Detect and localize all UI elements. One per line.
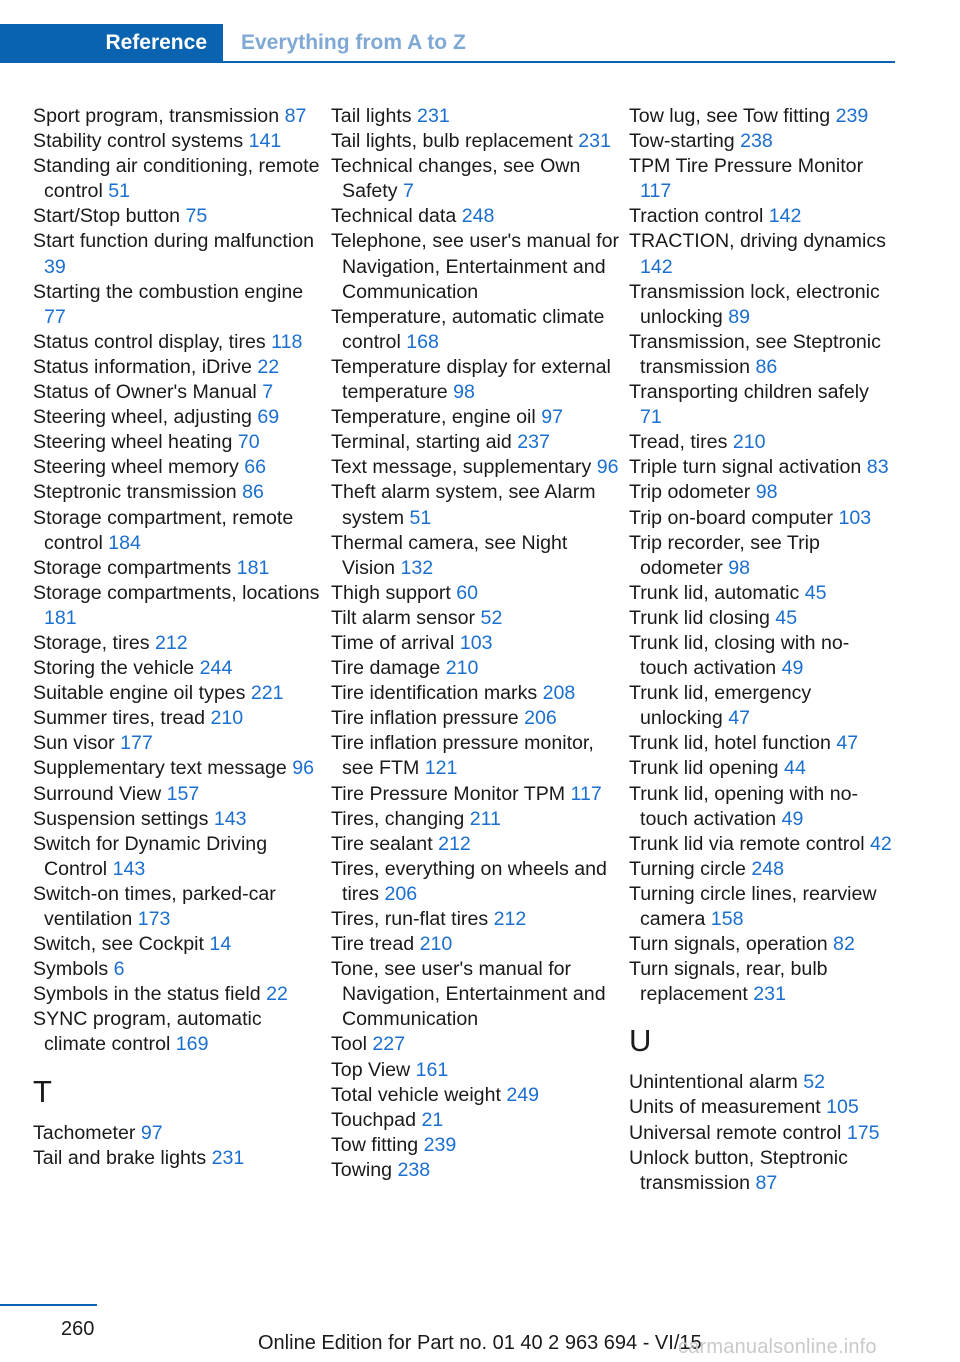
page-link[interactable]: 51 [108,180,131,203]
index-entry [33,455,323,480]
page-link[interactable]: 70 [237,431,260,454]
page-link[interactable]: 51 [409,506,432,529]
page-link[interactable]: 49 [781,657,804,680]
index-entry-term: Total vehicle weight [331,1083,501,1106]
page-number: 260 [61,1318,95,1340]
index-entry [629,531,895,581]
index-entry [33,1007,323,1057]
page-link[interactable]: 96 [596,456,619,479]
page-link[interactable]: 231 [753,983,786,1006]
index-entry [331,807,621,832]
index-entry [629,857,895,882]
index-entry [331,129,621,154]
index-entry [331,907,621,932]
page-link[interactable]: 97 [541,406,564,429]
page-link[interactable]: 221 [250,682,284,705]
index-entry-term: Text message, supplementary [331,456,592,479]
index-entry-term: Triple turn signal activation [629,456,862,479]
index-entry [33,807,323,832]
index-entry [33,882,323,932]
index-entry [629,455,895,480]
index-entry [629,229,895,279]
index-entry-term: Technical data [331,205,457,228]
index-entry [331,204,621,229]
index-entry [629,1070,895,1095]
index-entry [629,1095,895,1120]
index-entry-term: Technical changes, see Own Safety [331,155,581,203]
page-link[interactable]: 103 [838,506,872,529]
page-link[interactable]: 86 [242,481,264,504]
page-link[interactable]: 121 [424,757,458,780]
index-entry-term: Universal remote control [629,1121,842,1144]
index-entry [629,581,895,606]
index-entry [33,480,323,505]
index-entry-term: Towing [331,1158,392,1181]
index-entry [629,932,895,957]
index-column-2 [331,104,621,1183]
index-entry [33,731,323,756]
index-entry-term: Storage compartment, remote control [33,506,294,554]
page-link[interactable]: 168 [406,330,439,353]
page-link[interactable]: 82 [833,933,855,956]
index-entry-term: Stability control systems [33,130,244,153]
index-entry-term: Units of measurement [629,1096,821,1119]
index-entry-term: Turn signals, rear, bulb replacement [629,958,828,1006]
index-entry-term: Time of arrival [331,631,455,654]
index-entry [629,430,895,455]
index-entry-term: Storage compartments [33,556,232,579]
index-entry-term: Tone, see user's manual for Navigation, Entertainment and Communication [331,958,606,1031]
index-entry-term: Tail lights, bulb replacement [331,130,573,153]
index-entry [331,229,621,304]
index-entry-term: Trip odometer [629,481,751,504]
page-link[interactable]: 60 [456,581,479,604]
index-entry [331,1108,621,1133]
page-link[interactable]: 231 [211,1146,245,1169]
page-link[interactable]: 177 [120,732,153,755]
page-link[interactable]: 52 [803,1071,826,1094]
index-entry-term: Tire inflation pressure monitor, see FTM [331,732,594,780]
page-link[interactable]: 47 [728,707,751,730]
page-link[interactable]: 206 [384,882,418,905]
index-entry [629,330,895,380]
index-entry [629,957,895,1007]
page-link[interactable]: 89 [728,305,751,328]
page-link[interactable]: 75 [185,205,208,228]
index-entry [629,631,895,681]
index-entry [33,932,323,957]
page-link[interactable]: 71 [640,406,662,429]
index-entry-term: Tilt alarm sensor [331,606,476,629]
index-entry [331,305,621,355]
page-link[interactable]: 117 [570,782,602,805]
index-entry [33,656,323,681]
page-link[interactable]: 39 [44,255,66,278]
chapter-tab: Everything from A to Z [241,30,466,54]
page-link[interactable]: 158 [710,908,744,930]
index-entry-term: Temperature, automatic climate control [331,305,605,353]
page-link[interactable]: 249 [506,1083,540,1106]
index-entry [331,782,621,807]
index-entry-term: Trunk lid closing [629,606,770,629]
index-entry [33,581,323,631]
index-entry-term: Tire identification marks [331,682,538,705]
index-entry-term: Theft alarm system, see Alarm system [331,481,596,529]
index-entry [331,706,621,731]
index-entry-term: Tires, run-flat tires [331,908,489,930]
index-entry-term: Trunk lid, opening with no-touch activation [629,782,859,830]
page-link[interactable]: 87 [284,105,307,127]
page-link[interactable]: 210 [732,431,766,454]
index-entry [331,531,621,581]
index-entry [331,1158,621,1183]
page-link[interactable]: 42 [870,832,892,855]
index-entry-term: Turning circle [629,857,746,880]
page-link[interactable]: 44 [784,757,806,780]
index-entry [33,380,323,405]
watermark: carmanualsonline.info [678,1336,877,1358]
index-entry [33,756,323,781]
index-entry [33,430,323,455]
index-entry-term: TPM Tire Pressure Monitor [629,155,864,178]
index-entry [629,731,895,756]
index-entry [331,857,621,907]
page-link[interactable]: 238 [397,1158,431,1181]
index-entry [331,355,621,405]
index-entry-term: Top View [331,1058,411,1081]
page-link[interactable]: 208 [542,682,576,705]
page-link[interactable]: 7 [262,381,274,404]
index-entry [331,957,621,1032]
footer-rule [0,1304,97,1306]
page-link[interactable]: 118 [271,330,303,353]
index-entry [331,1032,621,1057]
index-entry-term: Tow fitting [331,1133,419,1156]
index-entry [331,480,621,530]
page-link[interactable]: 244 [199,657,233,680]
index-entry [331,1058,621,1083]
index-entry [331,631,621,656]
index-entry-term: Sport program, transmission [33,105,280,127]
index-entry-term: Tow-starting [629,130,735,153]
index-entry-term: Thermal camera, see Night Vision [331,531,568,579]
index-entry [33,556,323,581]
index-entry-term: Tire damage [331,657,441,680]
index-entry [331,405,621,430]
index-entry-term: Tool [331,1033,367,1056]
index-entry [331,606,621,631]
index-entry [331,455,621,480]
page-link[interactable]: 97 [140,1121,163,1144]
index-entry [33,1121,323,1146]
index-entry [629,506,895,531]
index-entry-term: Transporting children safely [629,381,869,404]
index-entry-term: Transmission lock, electronic unlocking [629,280,880,328]
index-entry [331,581,621,606]
index-entry-term: Tail and brake lights [33,1146,207,1169]
page-link[interactable]: 142 [640,255,673,278]
page-link[interactable]: 86 [755,355,778,378]
index-entry [629,380,895,430]
index-entry-term: Storage compartments, locations [33,581,320,604]
index-entry-term: Unintentional alarm [629,1071,798,1094]
index-entry-term: Tow lug, see Tow fitting [629,105,831,127]
page-link[interactable]: 181 [236,556,270,579]
index-entry [33,681,323,706]
index-entry [629,681,895,731]
index-entry-term: Telephone, see user's manual for Navigation, Entertainment and Communication [331,230,620,303]
page-link[interactable]: 175 [846,1121,880,1144]
index-entry-term: Storing the vehicle [33,657,195,680]
page-link[interactable]: 103 [459,631,493,654]
index-entry-term: Trip recorder, see Trip odometer [629,531,820,579]
index-entry-term: Tires, everything on wheels and tires [331,857,607,905]
index-entry-term: Transmission, see Steptronic transmission [629,330,881,378]
index-entry [33,280,323,330]
index-entry [33,104,323,129]
index-entry-term: Trunk lid via remote control [629,832,865,855]
index-entry [33,982,323,1007]
index-entry [33,229,323,279]
index-entry-term: Switch-on times, parked-car ventilation [33,882,276,930]
index-entry [33,129,323,154]
index-entry-term: Steering wheel, adjusting [33,406,252,429]
index-entry [331,932,621,957]
index-entry-term: Status information, iDrive [33,355,252,378]
index-entry [629,480,895,505]
index-entry-term: Temperature, engine oil [331,406,536,429]
index-column-3 [629,104,895,1196]
index-entry-term: Switch for Dynamic Driving Control [33,832,268,880]
index-entry-term: Tail lights [331,105,412,127]
index-entry-term: Touchpad [331,1108,416,1131]
page-link[interactable]: 45 [804,581,827,604]
index-entry-term: Summer tires, tread [33,707,206,730]
index-entry [331,832,621,857]
index-entry [33,204,323,229]
index-entry-term: SYNC program, automatic climate control [33,1008,262,1056]
index-entry-term: Suspension settings [33,807,209,830]
page-link[interactable]: 69 [257,406,280,429]
page-link[interactable]: 239 [835,105,869,127]
page-link[interactable]: 83 [866,456,889,479]
index-entry [33,832,323,882]
page-link[interactable]: 184 [108,531,141,554]
index-entry-term: Tread, tires [629,431,728,454]
page-link[interactable]: 77 [44,305,66,328]
index-entry-term: Unlock button, Steptronic transmission [629,1146,848,1194]
page-link[interactable]: 169 [175,1033,209,1056]
index-entry [629,129,895,154]
index-entry [331,430,621,455]
page-link[interactable]: 237 [517,431,550,454]
page-link[interactable]: 7 [403,180,414,203]
page-header [0,24,895,64]
index-entry [33,706,323,731]
index-entry [629,832,895,857]
index-entry [331,154,621,204]
index-entry-term: Tire inflation pressure [331,707,519,730]
index-entry [33,957,323,982]
page-link[interactable]: 87 [755,1171,778,1194]
index-entry-term: Start/Stop button [33,205,181,228]
page-link[interactable]: 239 [423,1133,457,1156]
index-column-1 [33,104,323,1171]
page-link[interactable]: 141 [248,130,282,153]
index-entry-term: Trunk lid, hotel function [629,732,831,755]
index-entry-term: Symbols in the status field [33,983,261,1006]
index-entry [33,355,323,380]
index-entry-term: Starting the combustion engine [33,280,304,303]
page-link[interactable]: 49 [781,807,804,830]
index-entry-term: Trunk lid opening [629,757,779,780]
edition-note: Online Edition for Part no. 01 40 2 963 694 - VI/15 [258,1332,702,1354]
index-entry-term: Status of Owner's Manual [33,381,257,404]
page-link[interactable]: 21 [421,1108,444,1131]
index-entry-term: Terminal, starting aid [331,431,512,454]
index-entry-term: TRACTION, driving dynamics [629,230,886,253]
header-rule [0,61,895,63]
index-entry-term: Steptronic transmission [33,481,237,504]
index-entry-term: Tire sealant [331,832,433,855]
page-link[interactable]: 142 [768,205,802,228]
index-entry-term: Trunk lid, automatic [629,581,800,604]
page-link[interactable]: 210 [419,933,453,956]
index-entry-term: Thigh support [331,581,451,604]
index-entry [629,154,895,204]
index-entry-term: Symbols [33,958,109,981]
page-link[interactable]: 157 [166,782,200,805]
page-link[interactable]: 210 [445,657,479,680]
index-entry [629,606,895,631]
index-entry-term: Surround View [33,782,162,805]
index-entry-term: Turn signals, operation [629,933,828,956]
index-entry [629,104,895,129]
index-entry [629,1121,895,1146]
index-entry [629,280,895,330]
index-entry [629,1146,895,1196]
page-link[interactable]: 206 [524,707,557,730]
index-entry-term: Steering wheel heating [33,431,233,454]
page-link[interactable]: 231 [417,105,450,127]
index-entry-term: Trunk lid, emergency unlocking [629,682,812,730]
index-letter-heading: U [629,1023,652,1059]
index-entry-term: Switch, see Cockpit [33,933,204,956]
page-link[interactable]: 98 [755,481,778,504]
page-link[interactable]: 98 [728,556,751,579]
page-link[interactable]: 238 [740,130,773,153]
index-letter-heading: T [33,1073,52,1109]
index-entry-term: Standing air conditioning, remote control [33,155,320,203]
page-link[interactable]: 105 [826,1096,859,1119]
index-entry [629,204,895,229]
index-entry [33,405,323,430]
index-entry-term: Sun visor [33,732,115,755]
page-link[interactable]: 14 [209,933,232,956]
index-entry [331,104,621,129]
page-link[interactable]: 210 [210,707,244,730]
index-entry-term: Tire Pressure Monitor TPM [331,782,566,805]
index-entry [331,656,621,681]
index-entry [33,330,323,355]
page-link[interactable]: 117 [640,180,672,203]
page-link[interactable]: 22 [257,355,280,378]
index-entry-term: Tires, changing [331,807,465,830]
index-entry-term: Start function during malfunction [33,230,314,253]
page-link[interactable]: 231 [578,130,611,153]
index-entry-term: Traction control [629,205,764,228]
index-entry-term: Status control display, tires [33,330,266,353]
index-entry [629,882,895,932]
page-link[interactable]: 227 [372,1033,406,1056]
page-link[interactable]: 98 [453,381,475,404]
page-link[interactable]: 161 [415,1058,449,1081]
page-link[interactable]: 45 [775,606,798,629]
page-link[interactable]: 52 [480,606,503,629]
index-entry [331,1133,621,1158]
page-link[interactable]: 248 [461,205,495,228]
index-entry [33,154,323,204]
index-entry [331,681,621,706]
index-entry-term: Suitable engine oil types [33,682,246,705]
index-entry [629,756,895,781]
page-link[interactable]: 66 [244,456,267,479]
page-link[interactable]: 22 [266,983,288,1006]
index-entry-term: Trip on-board computer [629,506,834,529]
index-entry [331,731,621,781]
page-link[interactable]: 6 [113,958,125,981]
index-entry-term: Temperature display for external temperature [331,355,611,404]
page-link[interactable]: 143 [213,807,247,830]
index-entry [33,1146,323,1171]
page-link[interactable]: 212 [493,908,527,930]
index-entry-term: Supplementary text message [33,757,287,780]
page-link[interactable]: 132 [400,556,434,579]
page-link[interactable]: 143 [112,857,146,880]
index-entry-term: Turning circle lines, rearview camera [629,882,877,930]
page-link[interactable]: 181 [44,606,77,629]
index-entry [629,782,895,832]
index-entry [33,631,323,656]
page-link[interactable]: 47 [836,732,859,755]
page-link[interactable]: 212 [154,631,188,654]
page-link[interactable]: 173 [137,908,171,930]
index-entry [33,782,323,807]
page-link[interactable]: 212 [438,832,471,855]
index-entry-term: Steering wheel memory [33,456,239,479]
page-link[interactable]: 211 [469,807,501,830]
page-link[interactable]: 96 [292,757,315,780]
index-entry-term: Trunk lid, closing with no-touch activation [629,631,850,680]
page-link[interactable]: 248 [751,857,785,880]
index-entry [33,506,323,556]
index-entry-term: Tachometer [33,1121,136,1144]
index-entry-term: Storage, tires [33,631,150,654]
index-entry [331,1083,621,1108]
index-entry-term: Tire tread [331,933,415,956]
section-tab: Reference [0,24,223,61]
